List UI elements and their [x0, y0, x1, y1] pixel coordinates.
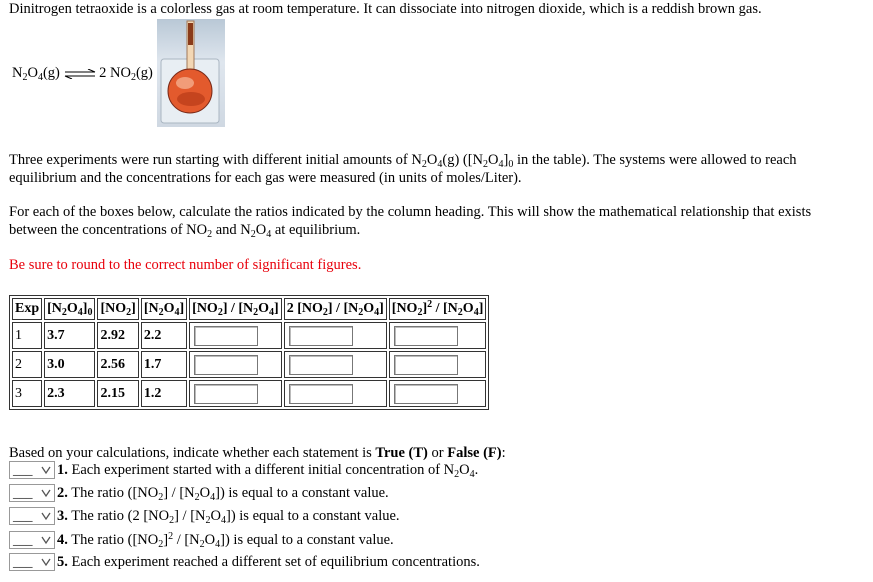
- header-no2: $[NO_2]$: [97, 298, 138, 320]
- initial-n2o4-value: 3.7: [44, 322, 95, 349]
- header-ratio-1: $[NO_2] / [N_2O_4]$: [189, 298, 282, 320]
- ratio-3-cell: [389, 380, 487, 407]
- ratio-2-input[interactable]: [289, 326, 353, 346]
- instructions: For each of the boxes below, calculate the ratios indicated by the column heading. This will show the mathematical relationship that exists between the concentrations of $NO_2$ and $N_2O_4$ at equilibrium.: [9, 204, 812, 240]
- chevron-down-icon: [40, 486, 52, 500]
- chevron-down-icon: [40, 463, 52, 477]
- statement-4: [9, 530, 394, 550]
- statement-5: [9, 552, 480, 572]
- chevron-down-icon: [40, 509, 52, 523]
- header-ratio-2: 2 $[NO_2] / [N_2O_4]$: [284, 298, 387, 320]
- true-false-prompt: Based on your calculations, indicate whether each statement is True (T) or False (F):: [9, 445, 506, 461]
- ratio-2-cell: [284, 322, 387, 349]
- initial-n2o4-value: 3.0: [44, 351, 95, 378]
- ratio-2-cell: [284, 351, 387, 378]
- table-row: [12, 380, 486, 407]
- table-row: [12, 322, 486, 349]
- statement-1: [9, 460, 478, 480]
- ratio-1-input[interactable]: [194, 326, 258, 346]
- experiment-description: Three experiments were run starting with different initial amounts of $N_2O_4(g)$ ($[N_2O_4]_0$ in the table). The systems were allowed to reach equilibrium and the concentrations for each gas were measured (in units of moles/Liter).: [9, 152, 797, 186]
- header-exp: Exp: [12, 298, 42, 320]
- statement-3: [9, 506, 400, 526]
- ratio-3-input[interactable]: [394, 326, 458, 346]
- statement-5-select[interactable]: ___: [9, 553, 55, 571]
- n2o4-value: 2.2: [141, 322, 187, 349]
- no2-value: 2.56: [97, 351, 138, 378]
- ratio-2-input[interactable]: [289, 384, 353, 404]
- ratio-1-input[interactable]: [194, 355, 258, 375]
- exp-number: 3: [12, 380, 42, 407]
- chevron-down-icon: [40, 555, 52, 569]
- statement-2: [9, 483, 389, 503]
- ratio-1-cell: [189, 380, 282, 407]
- ratio-1-cell: [189, 351, 282, 378]
- ratio-3-input[interactable]: [394, 384, 458, 404]
- statement-4-select[interactable]: ___: [9, 531, 55, 549]
- statement-2-text: 2. The ratio $([NO_2] / [N_2O_4])$ is equal to a constant value.: [57, 484, 389, 503]
- exp-number: 2: [12, 351, 42, 378]
- header-initial-n2o4: $[N_2O_4]_0$: [44, 298, 95, 320]
- statement-5-text: 5. Each experiment reached a different set of equilibrium concentrations.: [57, 553, 480, 570]
- statement-1-text: 1. Each experiment started with a different initial concentration of $N_2O_4$.: [57, 461, 479, 480]
- header-n2o4: $[N_2O_4]$: [141, 298, 187, 320]
- statement-1-select[interactable]: ___: [9, 461, 55, 479]
- table-row: [12, 351, 486, 378]
- ratio-1-input[interactable]: [194, 384, 258, 404]
- statement-2-select[interactable]: ___: [9, 484, 55, 502]
- equilibrium-arrow-icon: [64, 69, 96, 79]
- n2o4-value: 1.2: [141, 380, 187, 407]
- table-header-row: [12, 298, 486, 320]
- statement-3-select[interactable]: ___: [9, 507, 55, 525]
- chevron-down-icon: [40, 533, 52, 547]
- statement-4-text: 4. The ratio $([NO_2]^2 / [N_2O_4])$ is equal to a constant value.: [57, 530, 394, 550]
- n2o4-value: 1.7: [141, 351, 187, 378]
- significant-figures-warning: Be sure to round to the correct number of significant figures.: [9, 257, 362, 273]
- initial-n2o4-value: 2.3: [44, 380, 95, 407]
- ratio-2-input[interactable]: [289, 355, 353, 375]
- ratio-1-cell: [189, 322, 282, 349]
- no2-value: 2.15: [97, 380, 138, 407]
- reaction-equation: $N_2O_4(g)$ 2 $NO_2(g)$: [12, 65, 153, 83]
- ratio-3-input[interactable]: [394, 355, 458, 375]
- data-table: [9, 295, 489, 410]
- flask-photo: [157, 19, 225, 127]
- statement-3-text: 3. The ratio (2 $[NO_2] / [N_2O_4]$) is equal to a constant value.: [57, 507, 400, 526]
- header-ratio-3: $[NO_2]^2 / [N_2O_4]$: [389, 298, 487, 320]
- ratio-3-cell: [389, 322, 487, 349]
- intro-text: Dinitrogen tetraoxide is a colorless gas at room temperature. It can dissociate into nitrogen dioxide, which is a reddish brown gas.: [9, 1, 762, 17]
- ratio-2-cell: [284, 380, 387, 407]
- exp-number: 1: [12, 322, 42, 349]
- no2-value: 2.92: [97, 322, 138, 349]
- ratio-3-cell: [389, 351, 487, 378]
